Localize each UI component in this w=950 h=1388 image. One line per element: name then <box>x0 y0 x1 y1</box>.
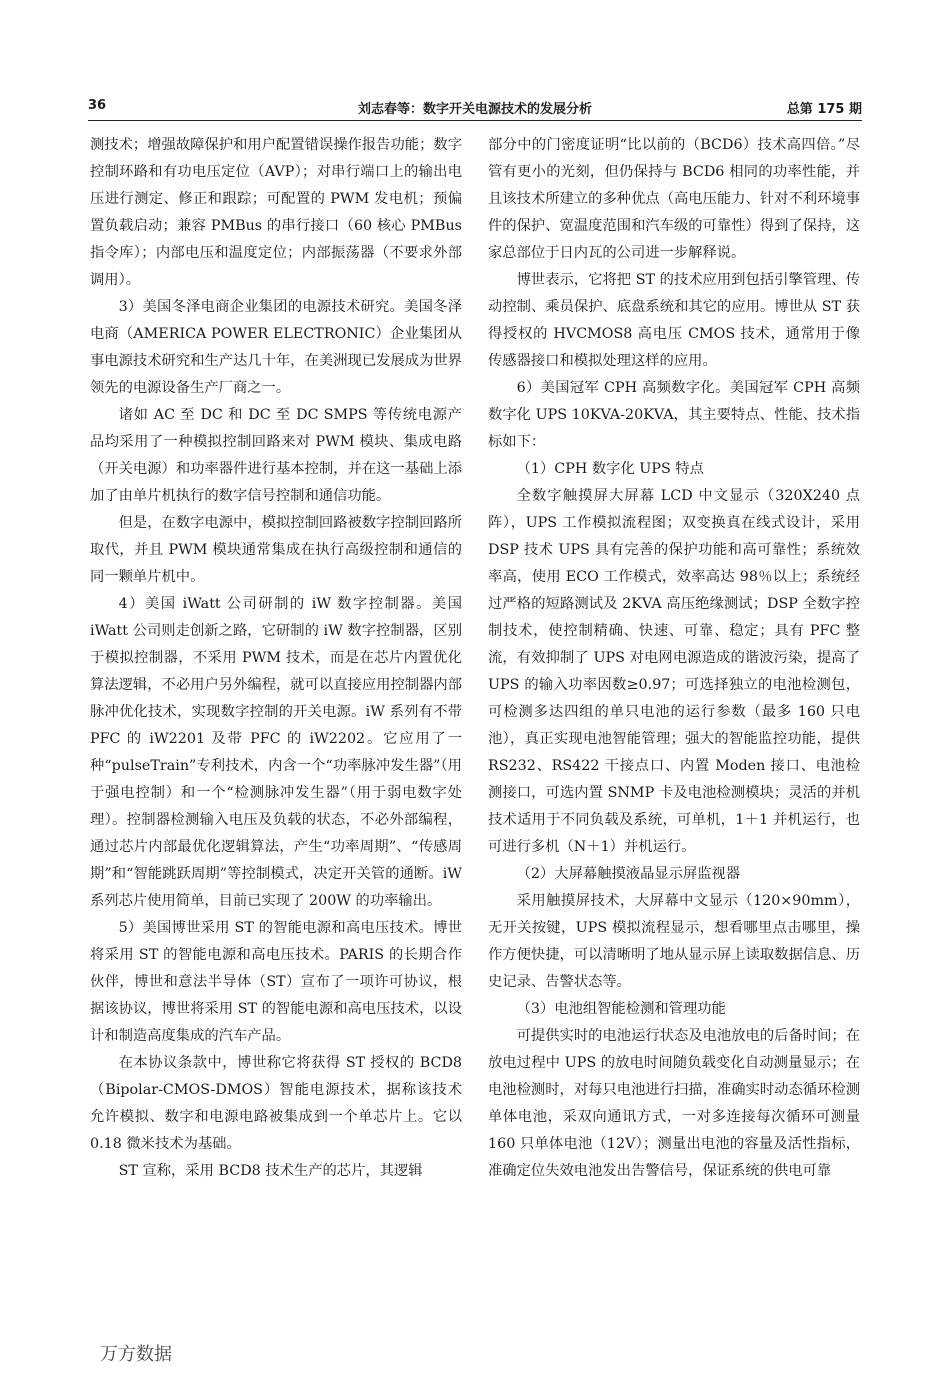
paragraph: 可提供实时的电池运行状态及电池放电的后备时间；在放电过程中 UPS 的放电时间随负载变化自动测量显示；在电池检测时，对每只电池进行扫描，准确实时动态循环检测单体电池，采双向通讯方式，一对多连接每次循环可测量 160 只单体电池（12V）；测量出电池的容量及活性指标，准确定位失效电池发出告警信号，保证系统的供电可靠 <box>488 1028 860 1179</box>
paragraph: 诸如 AC 至 DC 和 DC 至 DC SMPS 等传统电源产品均采用了一种模拟控制回路来对 PWM 模块、集成电路（开关电源）和功率器件进行基本控制，并在这一基础上添加了由单片机执行的数字信号控制和通信功能。 <box>90 407 462 504</box>
watermark-text: 万方数据 <box>100 1344 172 1365</box>
paragraph: 但是，在数字电源中，模拟控制回路被数字控制回路所取代，并且 PWM 模块通常集成在执行高级控制和通信的同一颗单片机中。 <box>90 515 462 585</box>
paragraph: 博世表示，它将把 ST 的技术应用到包括引擎管理、传动控制、乘员保护、底盘系统和其它的应用。博世从 ST 获得授权的 HVCMOS8 高电压 CMOS 技术，通常用于像传感器接口和模拟处理这样的应用。 <box>488 272 860 369</box>
paragraph: 6）美国冠军 CPH 高频数字化。美国冠军 CPH 高频数字化 UPS 10KVA-20KVA，其主要特点、性能、技术指标如下： <box>488 380 860 450</box>
issue-number: 总第 175 期 <box>786 102 862 117</box>
paragraph: ST 宣称，采用 BCD8 技术生产的芯片，其逻辑 <box>118 1163 423 1179</box>
paragraph: 5）美国博世采用 ST 的智能电源和高电压技术。博世将采用 ST 的智能电源和高电压技术。PARIS 的长期合作伙伴，博世和意法半导体（ST）宣布了一项许可协议，根据该协议，博世将采用 ST 的智能电源和高电压技术，以设计和制造高度集成的汽车产品。 <box>90 920 462 1044</box>
header-rule <box>88 120 862 121</box>
paragraph: 测技术；增强故障保护和用户配置错误操作报告功能；数字控制环路和有功电压定位（AVP）；对串行端口上的输出电压进行测定、修正和跟踪；可配置的 PWM 发电机；预偏置负载启动；兼容 PMBus 的串行接口（60 核心 PMBus 指令库）；内部电压和温度定位；内部振荡器（不要求外部调用）。 <box>90 137 462 288</box>
paragraph: 采用触摸屏技术，大屏幕中文显示（120×90mm），无开关按键，UPS 模拟流程显示，想看哪里点击哪里，操作方便快捷，可以清晰明了地从显示屏上读取数据信息、历史记录、告警状态等。 <box>488 893 860 990</box>
paragraph: 全数字触摸屏大屏幕 LCD 中文显示（320X240 点阵），UPS 工作模拟流程图；双变换真在线式设计，采用 DSP 技术 UPS 具有完善的保护功能和高可靠性；系统效率高，使用 ECO 工作模式，效率高达 98％以上；系统经过严格的短路测试及 2KVA 高压绝缘测试；DSP 全数字控制技术，使控制精确、快速、可靠、稳定；具有 PFC 整流，有效抑制了 UPS 对电网电源造成的谐波污染，提高了 UPS 的输入功率因数≥0.97；可选择独立的电池检测包，可检测多达四组的单只电池的运行参数（最多 160 只电池），真正实现电池智能管理；强大的智能监控功能，提供 RS232、RS422 干接点口、内置 Moden 接口、电池检测接口，可选内置 SNMP 卡及电池检测模块；灵活的并机技术适用于不同负载及系统，可单机，1＋1 并机运行，也可进行多机（N＋1）并机运行。 <box>488 488 860 855</box>
page-number: 36 <box>88 98 107 113</box>
left-column <box>90 132 462 1185</box>
page-header <box>88 96 862 120</box>
paragraph: 3）美国冬泽电商企业集团的电源技术研究。美国冬泽电商（AMERICA POWER ELECTRONIC）企业集团从事电源技术研究和生产达几十年，在美洲现已发展成为世界领先的电源设备生产厂商之一。 <box>90 299 462 396</box>
subheading: （2）大屏幕触摸液晶显示屏监视器 <box>516 866 741 882</box>
right-column <box>488 132 860 1185</box>
paragraph: 4）美国 iWatt 公司研制的 iW 数字控制器。美国 iWatt 公司则走创新之路，它研制的 iW 数字控制器，区别于模拟控制器，不采用 PWM 技术，而是在芯片内置优化算法逻辑，不必用户另外编程，就可以直接应用控制器内部脉冲优化技术，实现数字控制的开关电源。iW 系列有不带 PFC 的 iW2201 及带 PFC 的 iW2202。它应用了一种“pulseTrain”专利技术，内含一个“功率脉冲发生器”（用于强电控制）和一个“检测脉冲发生器”（用于弱电数字处理）。控制器检测输入电压及负载的状态，不必外部编程，通过芯片内部最优化逻辑算法，产生“功率周期”、“传感周期”和“智能跳跃周期”等控制模式，决定开关管的通断。iW 系列芯片使用简单，目前已实现了 200W 的功率输出。 <box>90 596 462 909</box>
paragraph: 在本协议条款中，博世称它将获得 ST 授权的 BCD8（Bipolar-CMOS-DMOS）智能电源技术，据称该技术允许模拟、数字和电源电路被集成到一个单芯片上。它以 0.18 微米技术为基础。 <box>90 1055 462 1152</box>
running-title: 刘志春等：数字开关电源技术的发展分析 <box>357 102 592 117</box>
subheading: （3）电池组智能检测和管理功能 <box>516 1001 726 1017</box>
paragraph: 部分中的门密度证明“比以前的（BCD6）技术高四倍。”尽管有更小的光刻，但仍保持与 BCD6 相同的功率性能，并且该技术所建立的多种优点（高电压能力、针对不利环境事件的保护、宽温度范围和汽车级的可靠性）得到了保持，这家总部位于日内瓦的公司进一步解释说。 <box>488 137 860 261</box>
subheading: （1）CPH 数字化 UPS 特点 <box>516 461 704 477</box>
